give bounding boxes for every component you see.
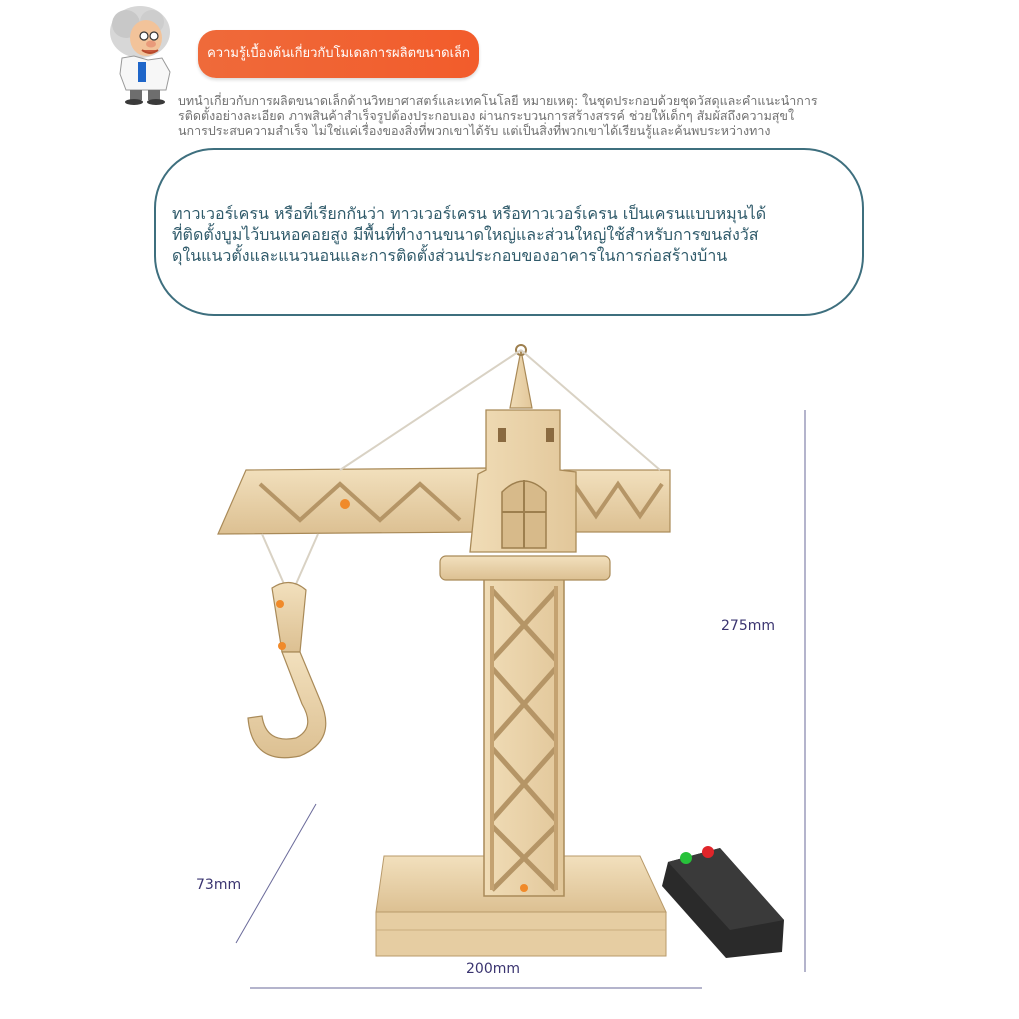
description-line: ดุในแนวตั้งและแนวนอนและการติดตั้งส่วนประกอบของอาคารในการก่อสร้างบ้าน [172, 246, 728, 265]
intro-line: นการประสบความสำเร็จ ไม่ใช่แค่เรื่องของสิ่งที่พวกเขาได้รับ แต่เป็นสิ่งที่พวกเขาได้เรียนรู้และค้นพบระหว่างทาง [178, 123, 771, 138]
title-badge: ความรู้เบื้องต้นเกี่ยวกับโมเดลการผลิตขนาดเล็ก [198, 30, 479, 78]
description-line: ที่ติดตั้งบูมไว้บนหอคอยสูง มีพื้นที่ทำงานขนาดใหญ่และส่วนใหญ่ใช้สำหรับการขนส่งวัส [172, 225, 759, 244]
depth-dimension-label: 73mm [196, 877, 242, 893]
description-line: ทาวเวอร์เครน หรือที่เรียกกันว่า ทาวเวอร์เครน หรือทาวเวอร์เครน เป็นเครนแบบหมุนได้ [172, 204, 767, 223]
height-dimension-label: 275mm [721, 618, 775, 634]
remote-control-icon [662, 846, 784, 958]
intro-line: บทนำเกี่ยวกับการผลิตขนาดเล็กด้านวิทยาศาสตร์และเทคโนโลยี หมายเหตุ: ในชุดประกอบด้วยชุดวัสดุและคำแนะนำการ [178, 93, 818, 108]
width-dimension-label: 200mm [466, 961, 520, 977]
intro-line: รติดตั้งอย่างละเอียด ภาพสินค้าสำเร็จรูปต้องประกอบเอง ผ่านกระบวนการสร้างสรรค์ ช่วยให้เด็กๆ สัมผัสถึงความสุขใ [178, 108, 795, 123]
